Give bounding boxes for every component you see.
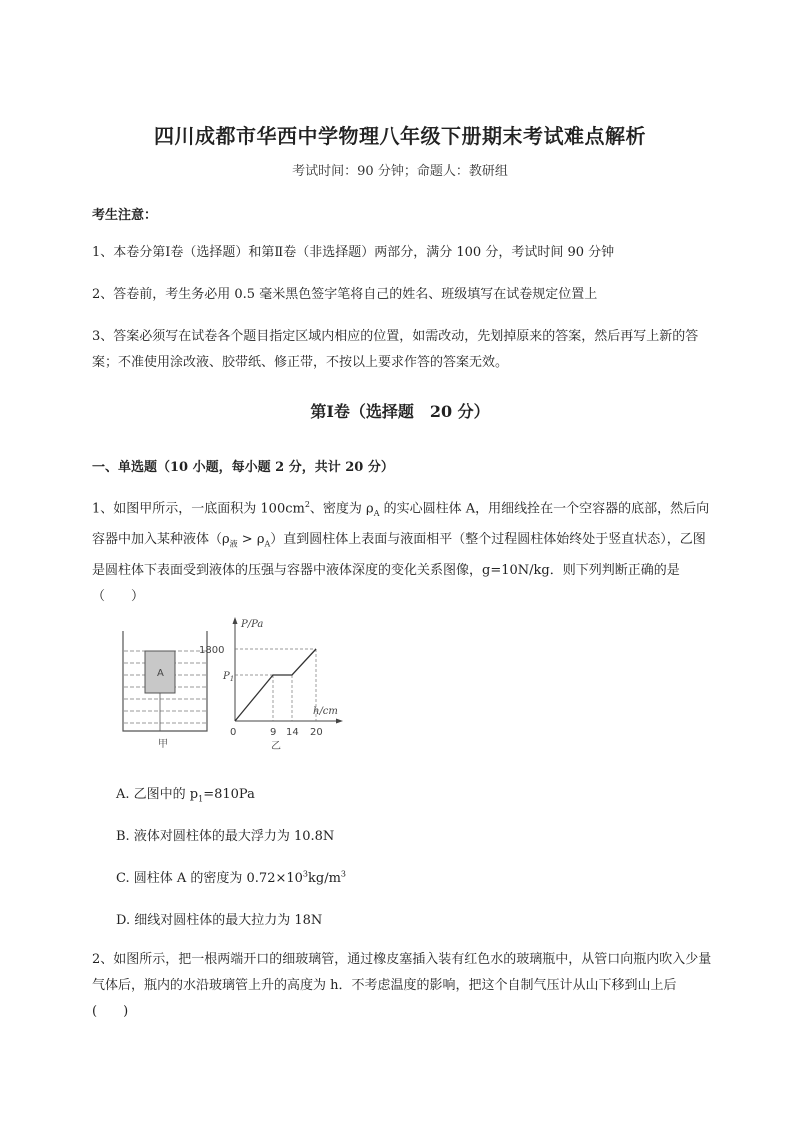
option-b[interactable]: B. 液体对圆柱体的最大浮力为 10.8N <box>116 829 335 844</box>
page-subtitle: 考试时间：90 分钟；命题人：教研组 <box>292 164 508 179</box>
x-tick-0: 0 <box>230 727 237 738</box>
x-axis-label: h/cm <box>313 706 338 717</box>
question-1-text: 1、如图甲所示，一底面积为 $100cm^2$、密度为 $\rho_A$ 的实心圆柱体 A，用细线拴在一个空容器的底部，然后向容器中加入某种液体$(\rho_液 > \rho_A)$直到圆柱体上表面与液面相平（整个过程圆柱体始终处于竖直状态），乙图是圆柱体下表面受到液体的压强与容器中液体深度的变化关系图像，g=10N/kg．则下列判断正确的是（ ） <box>92 500 710 604</box>
notice-item-2: 2、答卷前，考生务必用 0.5 毫米黑色签字笔将自己的姓名、班级填写在试卷规定位置上 <box>92 287 598 302</box>
x-tick-9: 9 <box>270 727 277 738</box>
y-tick-1800: 1800 <box>199 645 225 656</box>
option-c[interactable]: C. 圆柱体 A 的密度为 $0.72\times 10^3kg/m^3$ <box>116 869 347 886</box>
question-1-figure <box>115 613 355 753</box>
cylinder-label: A <box>157 668 164 679</box>
notice-item-1: 1、本卷分第Ⅰ卷（选择题）和第Ⅱ卷（非选择题）两部分，满分 100 分，考试时间 90 分钟 <box>92 245 615 260</box>
x-tick-14: 14 <box>286 727 299 738</box>
pressure-depth-graph <box>199 617 343 752</box>
question-type-heading: 一、单选题（10 小题，每小题 2 分，共计 20 分） <box>92 460 394 475</box>
notice-heading: 考生注意： <box>92 208 158 223</box>
page-title: 四川成都市华西中学物理八年级下册期末考试难点解析 <box>154 124 646 148</box>
y-tick-p1: $P_1$ <box>223 671 235 683</box>
question-2-text: 2、如图所示，把一根两端开口的细玻璃管，通过橡皮塞插入装有红色水的玻璃瓶中，从管口向瓶内吹入少量气体后，瓶内的水沿玻璃管上升的高度为 h．不考虑温度的影响，把这个自制气压计从山下移到山上后( ) <box>92 952 712 1019</box>
container-diagram <box>123 631 207 750</box>
option-d[interactable]: D. 细线对圆柱体的最大拉力为 18N <box>116 913 323 928</box>
figure-jia-label: 甲 <box>158 739 168 750</box>
section-title: 第Ⅰ卷（选择题 20 分） <box>310 402 490 421</box>
y-axis-label: P/Pa <box>241 619 264 630</box>
x-tick-20: 20 <box>310 727 323 738</box>
notice-item-3: 3、答案必须写在试卷各个题目指定区域内相应的位置，如需改动，先划掉原来的答案，然后再写上新的答案；不准使用涂改液、胶带纸、修正带，不按以上要求作答的答案无效。 <box>92 329 699 370</box>
pressure-line <box>235 649 316 721</box>
figure-yi-label: 乙 <box>271 741 281 752</box>
option-a[interactable]: A. 乙图中的 $p_1=810Pa$ <box>116 787 255 804</box>
